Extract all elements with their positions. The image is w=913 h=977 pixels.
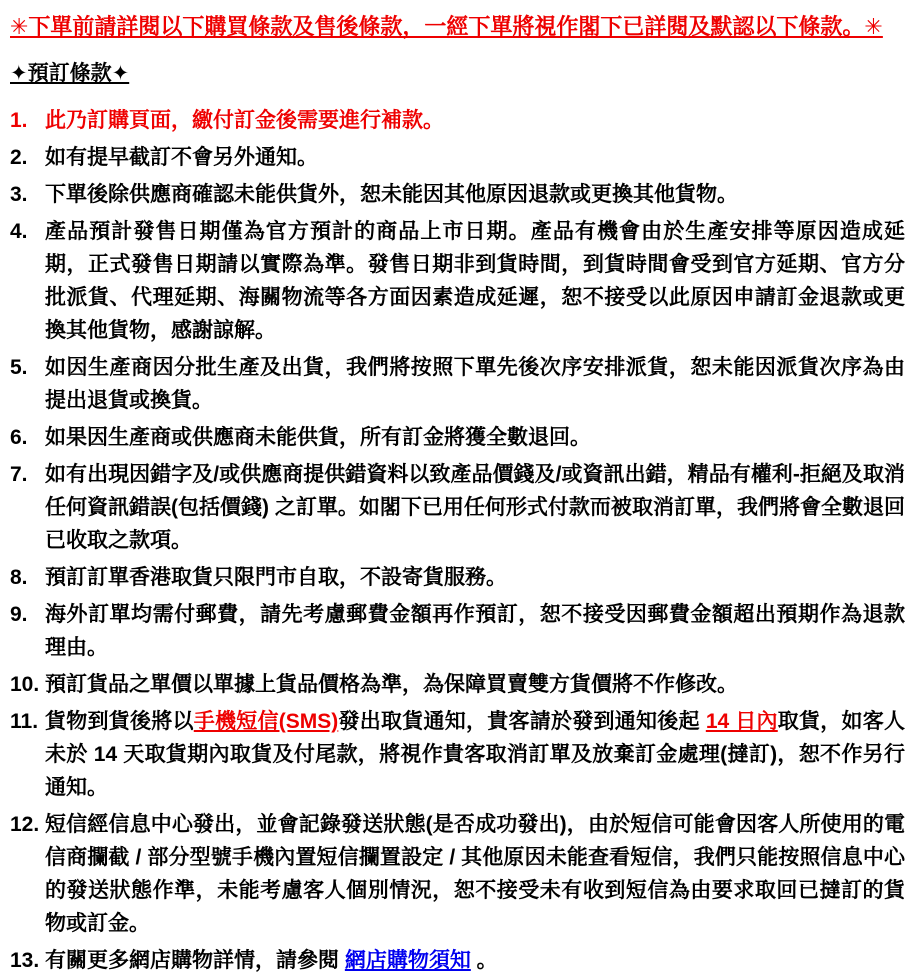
header-notice: ✳下單前請詳閱以下購買條款及售後條款，一經下單將視作閣下已詳閱及默認以下條款。✳ [10, 14, 883, 39]
term-number: 5. [10, 356, 28, 379]
term-item-4 [10, 215, 905, 347]
term-number: 1. [10, 109, 28, 132]
term-number: 10. [10, 673, 40, 696]
term-text: 預訂貨品之單價以單據上貨品價格為準，為保障買賣雙方貨價將不作修改。 [45, 673, 738, 696]
term-item-8 [10, 561, 905, 594]
term-text: 如有提早截訂不會另外通知。 [45, 146, 318, 169]
term-number: 11. [10, 710, 39, 733]
term-number: 7. [10, 463, 28, 486]
term-text: 海外訂單均需付郵費，請先考慮郵費金額再作預訂，恕不接受因郵費金額超出預期作為退款理由。 [45, 603, 905, 659]
term-text [45, 705, 905, 804]
term-item-13 [10, 944, 905, 977]
term-item-10 [10, 668, 905, 701]
term-number: 13. [10, 949, 40, 972]
term-item-1 [10, 104, 905, 137]
term-text: 如有出現因錯字及/或供應商提供錯資料以致產品價錢及/或資訊出錯，精品有權利-拒絕及取消任何資訊錯誤(包括價錢) 之訂單。如閣下已用任何形式付款而被取消訂單，我們將會全數退回已收取之款項。 [45, 463, 905, 552]
term-text: 此乃訂購頁面，繳付訂金後需要進行補款。 [45, 109, 444, 132]
term-item-9 [10, 598, 905, 664]
term-number: 2. [10, 146, 28, 169]
term-item-12 [10, 808, 905, 940]
term-text: 下單後除供應商確認未能供貨外，恕未能因其他原因退款或更換其他貨物。 [45, 183, 738, 206]
term-number: 3. [10, 183, 28, 206]
term-text: 產品預計發售日期僅為官方預計的商品上市日期。產品有機會由於生產安排等原因造成延期，正式發售日期請以實際為準。發售日期非到貨時間，到貨時間會受到官方延期、官方分批派貨、代理延期、海關物流等各方面因素造成延遲，恕不接受以此原因申請訂金退款或更換其他貨物，感謝諒解。 [45, 220, 905, 342]
term-item-5 [10, 351, 905, 417]
shop-guide-link[interactable]: 網店購物須知 [344, 949, 471, 972]
term-number: 9. [10, 603, 28, 626]
term-text-segment: 發出取貨通知，貴客請於發到通知後起 [338, 710, 706, 733]
term-number: 4. [10, 220, 28, 243]
term-text-segment: 貨物到貨後將以 [45, 710, 194, 733]
sms-notice-emphasis: 手機短信(SMS) [193, 710, 339, 733]
term-text-segment: 取貨，如客人未於 14 天取貨期內取貨及付尾款，將視作貴客取消訂單及放棄訂金處理(撻訂)，恕不作另行通知。 [45, 710, 906, 799]
term-text: 預訂訂單香港取貨只限門市自取，不設寄貨服務。 [45, 566, 507, 589]
term-item-6 [10, 421, 905, 454]
term-text-segment: 有關更多網店購物詳情，請參閱 [45, 949, 345, 972]
terms-list [10, 104, 905, 977]
section-title-row [10, 60, 905, 104]
term-text: 如果因生產商或供應商未能供貨，所有訂金將獲全數退回。 [45, 426, 591, 449]
pickup-days-emphasis: 14 日內 [705, 710, 778, 733]
term-text: 如因生產商因分批生產及出貨，我們將按照下單先後次序安排派貨，恕未能因派貨次序為由提出退貨或換貨。 [45, 356, 905, 412]
term-number: 6. [10, 426, 28, 449]
term-number: 8. [10, 566, 28, 589]
term-item-7 [10, 458, 905, 557]
term-item-2 [10, 141, 905, 174]
term-item-11 [10, 705, 905, 804]
term-text-segment: 。 [470, 949, 498, 972]
term-text: 短信經信息中心發出，並會記錄發送狀態(是否成功發出)，由於短信可能會因客人所使用的電信商攔截 / 部分型號手機內置短信攔置設定 / 其他原因未能查看短信，我們只能按照信息中心的發送狀態作準，未能考慮客人個別情況，恕不接受未有收到短信為由要求取回已撻訂的貨物或訂金。 [45, 813, 905, 935]
term-number: 12. [10, 813, 40, 836]
section-title: ✦預訂條款✦ [10, 62, 130, 85]
term-text [45, 944, 905, 977]
term-item-3 [10, 178, 905, 211]
